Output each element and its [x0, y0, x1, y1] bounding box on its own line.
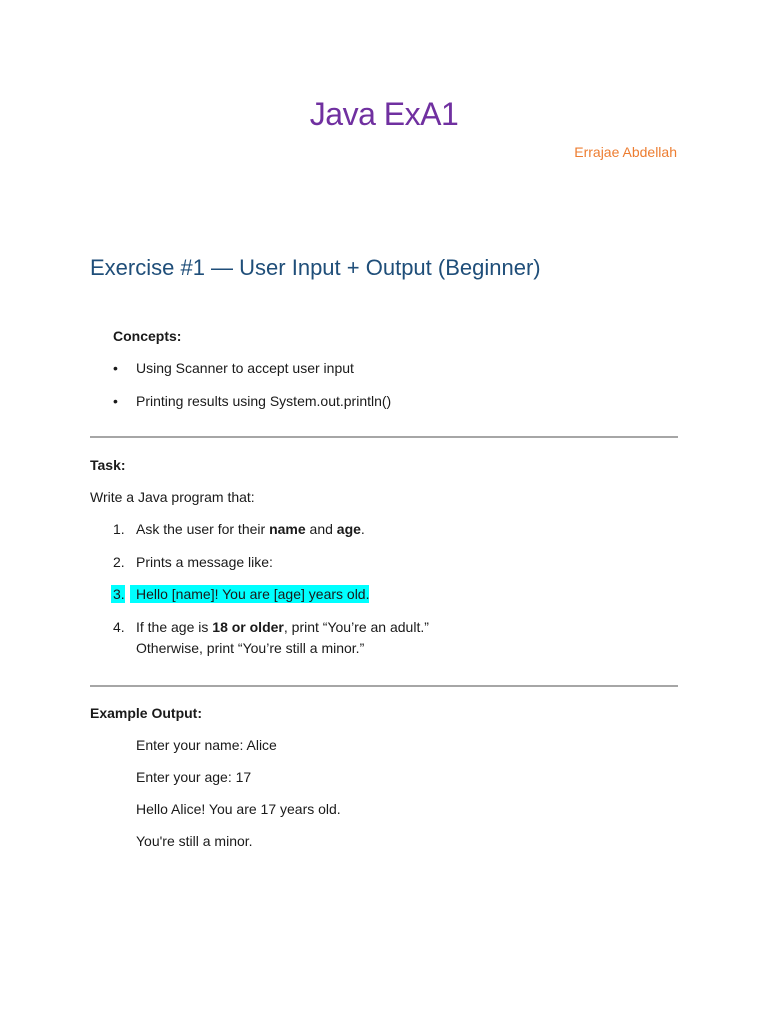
step-text-part: . — [360, 521, 365, 537]
step-text-part: If the age is — [136, 619, 213, 635]
example-line: Hello Alice! You are 17 years old. — [136, 801, 341, 817]
step-text-highlighted: Hello [name]! You are [age] years old. — [130, 585, 369, 603]
step-text — [136, 618, 429, 636]
document-title: Java ExA1 — [309, 96, 459, 132]
step-text-part: , print “You’re an adult.” — [283, 619, 429, 635]
task-label: Task: — [90, 457, 126, 473]
step-text-part: Ask the user for their — [136, 521, 270, 537]
step-number: 2. — [113, 554, 125, 570]
author-name: Errajae Abdellah — [574, 144, 677, 160]
step-text: Prints a message like: — [136, 554, 273, 570]
step-number: 3. — [113, 586, 125, 602]
concepts-label: Concepts: — [113, 328, 182, 344]
step-text — [136, 520, 365, 538]
concept-item: Using Scanner to accept user input — [136, 360, 354, 376]
step-number: 4. — [113, 619, 125, 635]
step-bold-name: name — [269, 521, 306, 537]
step-text-line2: Otherwise, print “You’re still a minor.” — [136, 640, 365, 656]
example-output-label: Example Output: — [90, 705, 203, 721]
horizontal-rule — [90, 436, 678, 438]
exercise-heading: Exercise #1 — User Input + Output (Beginner) — [90, 255, 541, 280]
task-intro: Write a Java program that: — [90, 489, 255, 505]
concept-item: Printing results using System.out.println() — [136, 393, 392, 409]
example-line: Enter your age: 17 — [136, 769, 252, 785]
step-bold-age: age — [336, 521, 361, 537]
bullet-marker: • — [113, 393, 118, 409]
horizontal-rule — [90, 685, 678, 687]
bullet-marker: • — [113, 360, 118, 376]
example-line: You're still a minor. — [136, 833, 253, 849]
example-line: Enter your name: Alice — [136, 737, 277, 753]
step-bold-age-threshold: 18 or older — [212, 619, 284, 635]
step-text-part: and — [305, 521, 337, 537]
step-number: 1. — [113, 521, 125, 537]
